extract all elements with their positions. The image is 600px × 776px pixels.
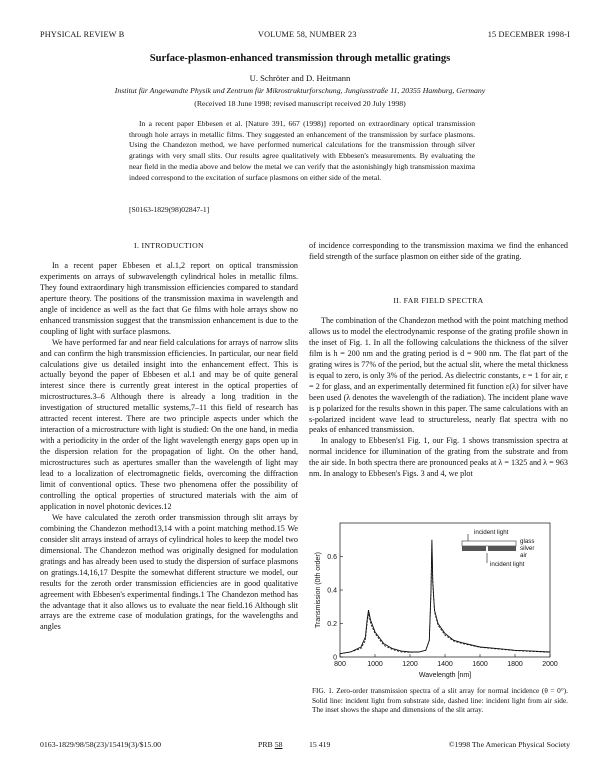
silver-strip-right	[488, 546, 516, 551]
inset-label-incident-bottom: incident light	[490, 561, 525, 568]
intro-continuation: of incidence corresponding to the transmission maxima we find the enhanced field strength of the surface plasmon on either side of the grating.	[309, 241, 568, 261]
transmission-chart	[312, 519, 562, 681]
inset-label-glass: glass	[520, 538, 535, 545]
page-number: 15 419	[309, 740, 331, 749]
y-tick-label: 0.4	[327, 587, 337, 595]
farfield-paragraph-1: The combination of the Chandezon method with the point matching method allows us to model the electrodynamic response of the grating profile shown in the inset of Fig. 1. In all the following calculations the thickness of the silver film is h = 200 nm and the grating period is d = 900 nm. The flat part of the grating wires is 77% of the period, but the actual slit, where the metal thickness is equal to zero, is only 3% of the period. As dielectric constants, ε = 1 for air, ε = 2 for glass, and an experimentally determined fit function ε(λ) for silver have been used (λ denotes the wavelength of the radiation). The incident plane wave is p polarized for the results shown in this paper. The same calculations with an s-polarized incident wave lead to structureless, nearly flat spectra with no peaks of enhanced transmission.	[309, 315, 568, 435]
footer-copyright-code: 0163-1829/98/58(23)/15419(3)/$15.00	[40, 740, 162, 749]
intro-paragraph-3: We have calculated the zeroth order transmission through slit arrays by combining the Chandezon method13,14 with a point matching method.15 We consider slit arrays instead of arrays of cylindrical holes to keep the model two dimensional. The Chandezon method was originally designed for modulation gratings and has already been used to study the dispersion of surface plasmons on gratings.14,16,17 Despite the somewhat different structure we model, our results for the zeroth order transmission efficiencies are in good qualitative agreement with Ebbesen's experimental findings.1 The Chandezon method has the advantage that it also allows us to evaluate the near field.16 Although slit arrays are the extreme case of modulation gratings, for the wavelengths and angles	[40, 512, 298, 632]
plot-frame	[340, 523, 550, 657]
footer-prb-volume: 58	[274, 740, 283, 749]
journal-name: PHYSICAL REVIEW B	[40, 30, 125, 39]
x-tick-label: 1000	[367, 661, 383, 668]
figure-1	[312, 519, 562, 681]
intro-paragraph-1: In a recent paper Ebbesen et al.1,2 report on optical transmission experiments on arrays of subwavelength cylindrical holes in metallic films. They found extraordinary high transmission efficiencies compared to standard aperture theory. The positions of the transmission maxima in wavelength and angle of incidence as well as the fact that Ge films with hole arrays show no enhanced transmission suggest that the transmission enhancement is due to the coupling of light with surface plasmons.	[40, 260, 298, 336]
footer-prb: PRB	[258, 740, 273, 749]
y-tick-label: 0.2	[327, 621, 337, 628]
series-line-substrate	[340, 540, 550, 654]
inset-label-silver: silver	[520, 545, 535, 552]
affiliation: Institut für Angewandte Physik und Zentrum für Mikrostrukturforschung, Jungiusstraße 11, 20355 Hamburg, Germany	[114, 86, 486, 95]
x-axis-label: Wavelength [nm]	[418, 672, 472, 679]
abstract: In a recent paper Ebbesen et al. [Nature 391, 667 (1998)] reported on extraordinary optical transmission through hole arrays in metallic films. They suggested an enhancement of the transmission by surface plasmons. Using the Chandezon method, we have performed numerical calculations for the transmission through silver gratings with very small slits. Our results agree qualitatively with Ebbesen's measurements. By evaluating the near field in the media above and below the metal we can verify that the astonishingly high transmission maxima indeed correspond to the excitation of surface plasmons on either side of the metal.	[129, 119, 475, 182]
inset-label-air: air	[520, 552, 527, 559]
right-column-section2	[309, 296, 568, 480]
x-tick-label: 800	[334, 661, 346, 668]
intro-paragraph-2: We have performed far and near field calculations for arrays of narrow slits and can confirm the high transmission efficiencies. In particular, our near field calculations give us detailed insight into the enhancement effect. This is actually beyond the paper of Ebbesen et al.1 and may be of quite general interest since there is currently great interest in the optical properties of microstructures.3–6 Although there is already a long tradition in the investigation of structured metallic systems,7–11 this field of research has attracted recent interest. There are two principle aspects under which the interaction of a microstructure with light is studied: On the one hand, in media with a periodicity in the order of the light wavelength energy gaps open up in the dispersion relation for the propagation of light. On the other hand, microstructures such as apertures smaller than the wavelength of light may lead to a localization of electromagnetic fields, overcoming the diffraction limit of conventional optics. These two phenomena offer the possibility of controlling the optical properties of structured materials with the aim of application in novel photonic devices.12	[40, 337, 298, 511]
y-tick-label: 0.6	[327, 554, 337, 561]
inset	[462, 529, 534, 568]
y-tick-label: 0	[333, 654, 337, 662]
y-axis-label: Transmission (0th order)	[315, 552, 322, 628]
received-date: (Received 18 June 1998; revised manuscript received 20 July 1998)	[194, 99, 406, 108]
footer-volume	[258, 740, 283, 749]
inset-label-incident-top: incident light	[474, 529, 509, 536]
left-column	[40, 241, 298, 633]
figure-caption: FIG. 1. Zero-order transmission spectra of a slit array for normal incidence (θ = 0°). Solid line: incident light from substrate side, dashed line: incident light from air side. The inset shows the shape and dimensions of the slit array.	[312, 686, 568, 715]
volume-number: VOLUME 58, NUMBER 23	[258, 30, 357, 39]
pacs-code: [S0163-1829(98)02847-1]	[129, 205, 210, 214]
right-column-top	[309, 241, 568, 263]
x-tick-label: 1800	[507, 661, 523, 668]
paper-title: Surface-plasmon-enhanced transmission through metallic gratings	[149, 53, 451, 64]
farfield-paragraph-2: In analogy to Ebbesen's1 Fig. 1, our Fig. 1 shows transmission spectra at normal incidence for illumination of the grating from the substrate and from the air side. In both spectra there are pronounced peaks at λ = 1325 and λ = 963 nm. In analogy to Ebbesen's Figs. 3 and 4, we plot	[309, 436, 568, 479]
x-tick-label: 1400	[437, 661, 453, 668]
x-tick-label: 2000	[542, 661, 558, 668]
issue-date: 15 DECEMBER 1998-I	[487, 30, 570, 39]
series-line-air	[340, 543, 550, 654]
glass-layer	[462, 541, 516, 546]
silver-strip-left	[462, 546, 486, 551]
x-tick-label: 1600	[472, 661, 488, 668]
authors: U. Schröter and D. Heitmann	[249, 73, 351, 83]
section-heading-far-field: II. FAR FIELD SPECTRA	[393, 296, 484, 305]
footer-society: ©1998 The American Physical Society	[448, 740, 570, 749]
section-heading-introduction: I. INTRODUCTION	[134, 241, 204, 250]
x-tick-label: 1200	[402, 661, 418, 668]
